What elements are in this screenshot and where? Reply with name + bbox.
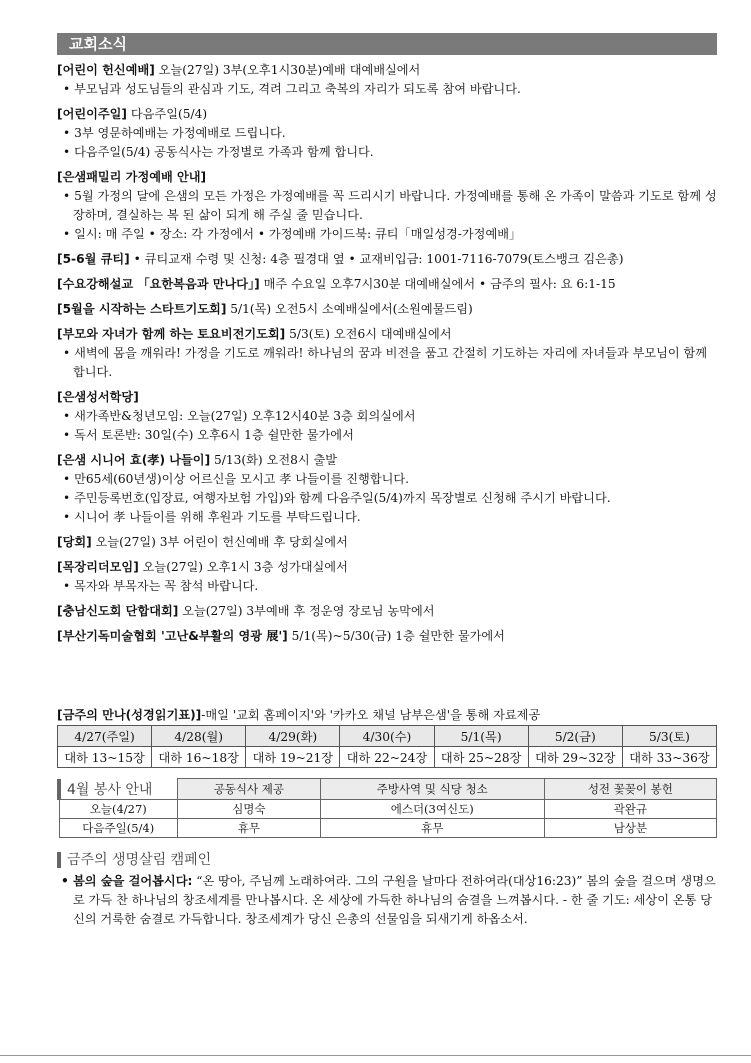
section-title: 교회소식 [57, 33, 717, 55]
news-item-bullet: • 만65세(60년생)이상 어르신을 모시고 孝 나들이를 진행합니다. [63, 472, 410, 486]
news-item [57, 533, 717, 552]
reading-chapter-cell: 대하 13~15장 [58, 747, 152, 768]
news-item-bullet: • 다음주일(5/4) 공동식사는 가정별로 가족과 함께 합니다. [63, 145, 374, 159]
news-item-bullet: • 주민등록번호(입장료, 여행자보험 가입)와 함께 다음주일(5/4)까지 목장별로 신청해 주시기 바랍니다. [63, 491, 611, 505]
news-item-text: 5/1(목)~5/30(금) 1층 쉴만한 물가에서 [287, 629, 505, 643]
reading-day-cell: 4/29(화) [246, 726, 340, 747]
news-item [57, 275, 717, 294]
news-item-text: 오늘(27일) 오후1시 3층 성가대실에서 [138, 560, 348, 574]
reading-chapter-cell: 대하 22~24장 [340, 747, 434, 768]
reading-plan-title: [금주의 만나(성경읽기표)] [57, 708, 202, 722]
news-item-heading [57, 388, 717, 407]
news-item [57, 602, 717, 621]
news-item-title: [은샘 시니어 효(孝) 나들이] [57, 453, 211, 467]
reading-day-cell: 5/2(금) [528, 726, 622, 747]
news-item-text: • 큐티교재 수령 및 신청: 4층 필경대 옆 • 교재비입금: 1001-7116-7079(토스뱅크 김은총) [129, 252, 624, 266]
news-item-bullet: • 5월 가정의 달에 은샘의 모든 가정은 가정예배를 꼭 드리시기 바랍니다. 가정예배를 통해 온 가족이 말씀과 기도로 함께 성장하며, 결실하는 복 된 삶이 되게 해 주실 줄 믿습니다. [63, 189, 717, 222]
news-item [57, 300, 717, 319]
news-item-heading [57, 275, 717, 294]
reading-chapter-cell: 대하 29~32장 [528, 747, 622, 768]
reading-day-cell: 4/28(월) [152, 726, 246, 747]
service-cell: 휴무 [320, 818, 544, 837]
news-item-bullet: • 3부 영문하예배는 가정예배로 드립니다. [63, 126, 286, 140]
news-item-bullet: • 목자와 부목자는 꼭 참석 바랍니다. [63, 579, 259, 593]
news-item-heading [57, 61, 717, 80]
service-cell: 에스더(3여신도) [320, 799, 544, 818]
news-item-bullet: • 새벽에 몸을 깨워라! 가정을 기도로 깨워라! 하나님의 꿈과 비전을 품고 간절히 기도하는 자리에 자녀들과 부모님이 함께 합니다. [63, 346, 708, 379]
news-item-title: [당회] [57, 535, 92, 549]
service-row-label: 다음주일(5/4) [59, 818, 178, 837]
service-header-cell: 주방사역 및 식당 청소 [320, 779, 544, 800]
news-item-heading [57, 300, 717, 319]
service-header-cell: 공동식사 제공 [178, 779, 321, 800]
news-item [57, 451, 717, 527]
news-item-title: [목장리더모임] [57, 560, 139, 574]
reading-day-cell: 5/3(토) [622, 726, 716, 747]
news-item-heading [57, 602, 717, 621]
news-item [57, 388, 717, 445]
news-item-text: 오늘(27일) 3부 어린이 헌신예배 후 당회실에서 [91, 535, 348, 549]
reading-chapter-cell: 대하 16~18장 [152, 747, 246, 768]
news-item-title: [충남신도회 단합대회] [57, 604, 179, 618]
news-item-text: 다음주일(5/4) [127, 107, 208, 121]
news-item-heading [57, 168, 717, 187]
news-item-text: 매주 수요일 오후7시30분 대예배실에서 • 금주의 필사: 요 6:1-15 [259, 277, 616, 291]
reading-plan-subtitle: -매일 '교회 홈페이지'와 '카카오 채널 남부은샘'을 통해 자료제공 [201, 708, 541, 722]
news-item [57, 627, 717, 646]
news-item [57, 105, 717, 162]
news-item-title: [은샘패밀리 가정예배 안내] [57, 170, 207, 184]
news-item-heading [57, 250, 717, 269]
reading-plan-heading [57, 706, 717, 724]
service-cell: 남상분 [544, 818, 716, 837]
service-header-cell: 성전 꽃꽂이 봉헌 [544, 779, 716, 800]
news-item-heading [57, 451, 717, 470]
service-cell: 곽완규 [544, 799, 716, 818]
news-item-text: 오늘(27일) 3부(오후1시30분)예배 대예배실에서 [154, 63, 421, 77]
news-item [57, 250, 717, 269]
news-item-text: 5/13(화) 오전8시 출발 [210, 453, 338, 467]
news-item-title: [부산기독미술협회 '고난&부활의 영광 展'] [57, 629, 288, 643]
service-row [59, 799, 717, 818]
service-title: 4월 봉사 안내 [59, 779, 178, 800]
service-row [59, 818, 717, 837]
news-item-text: 5/3(토) 오전6시 대예배실에서 [285, 327, 452, 341]
news-item-heading [57, 558, 717, 577]
news-item-title: [어린이주일] [57, 107, 128, 121]
campaign-text: “온 땅아, 주님께 노래하여라. 그의 구원을 날마다 전하여라(대상16:23)” 봄의 숲을 걸으며 생명으로 가득 찬 하나님의 창조세계를 만나봅시다. 온 세상에 가득한 하나님의 숨결을 느껴봅시다. - 한 줄 기도: 세상이 온통 당신의 거룩한 숨결로 가득합니다. 창조세계가 당신 은총의 선물임을 되새기게 하옵소서. [73, 873, 716, 926]
news-item-title: [어린이 헌신예배] [57, 63, 155, 77]
reading-day-cell: 4/27(주일) [58, 726, 152, 747]
news-item-title: [부모와 자녀가 함께 하는 토요비전기도회] [57, 327, 286, 341]
reading-chapter-cell: 대하 19~21장 [246, 747, 340, 768]
campaign-body [57, 872, 717, 929]
news-item-title: [5월을 시작하는 스타트기도회] [57, 302, 227, 316]
news-item [57, 61, 717, 99]
bottom-divider [0, 1055, 751, 1056]
news-item-heading [57, 627, 717, 646]
news-item-bullet: • 부모님과 성도님들의 관심과 기도, 격려 그리고 축복의 자리가 되도록 참여 바랍니다. [63, 82, 521, 96]
news-item-title: [은샘성서학당] [57, 390, 139, 404]
news-item-bullet: • 새가족반&청년모임: 오늘(27일) 오후12시40분 3층 회의실에서 [63, 409, 416, 423]
news-item-title: [수요강해설교 「요한복음과 만나다」] [57, 277, 260, 291]
service-row-label: 오늘(4/27) [59, 799, 178, 818]
news-item-heading [57, 325, 717, 344]
bulletin-page [57, 33, 717, 929]
news-item-bullet: • 일시: 매 주일 • 장소: 각 가정에서 • 가정예배 가이드북: 큐티「매일성경-가정예배」 [63, 227, 522, 241]
reading-plan-table [57, 725, 717, 768]
news-item-title: [5-6월 큐티] [57, 252, 130, 266]
reading-day-cell: 4/30(수) [340, 726, 434, 747]
news-item-heading [57, 105, 717, 124]
news-item-bullet: • 시니어 孝 나들이를 위해 후원과 기도를 부탁드립니다. [63, 510, 361, 524]
news-item [57, 558, 717, 596]
news-list [57, 61, 717, 646]
news-item [57, 168, 717, 244]
campaign-lead: • 봄의 숲을 걸어봅시다: [61, 873, 193, 888]
news-item-text: 오늘(27일) 3부예배 후 정운영 장로님 농막에서 [178, 604, 435, 618]
reading-chapter-cell: 대하 25~28장 [434, 747, 528, 768]
news-item [57, 325, 717, 382]
reading-chapter-cell: 대하 33~36장 [622, 747, 716, 768]
news-item-text: 5/1(목) 오전5시 소예배실에서(소원예물드림) [226, 302, 473, 316]
news-item-bullet: • 독서 토론반: 30일(수) 오후6시 1층 쉴만한 물가에서 [63, 428, 354, 442]
service-cell: 심명숙 [178, 799, 321, 818]
reading-day-cell: 5/1(목) [434, 726, 528, 747]
service-cell: 휴무 [178, 818, 321, 837]
news-item-heading [57, 533, 717, 552]
campaign-title: 금주의 생명살림 캠페인 [57, 852, 717, 868]
service-table [57, 778, 717, 838]
